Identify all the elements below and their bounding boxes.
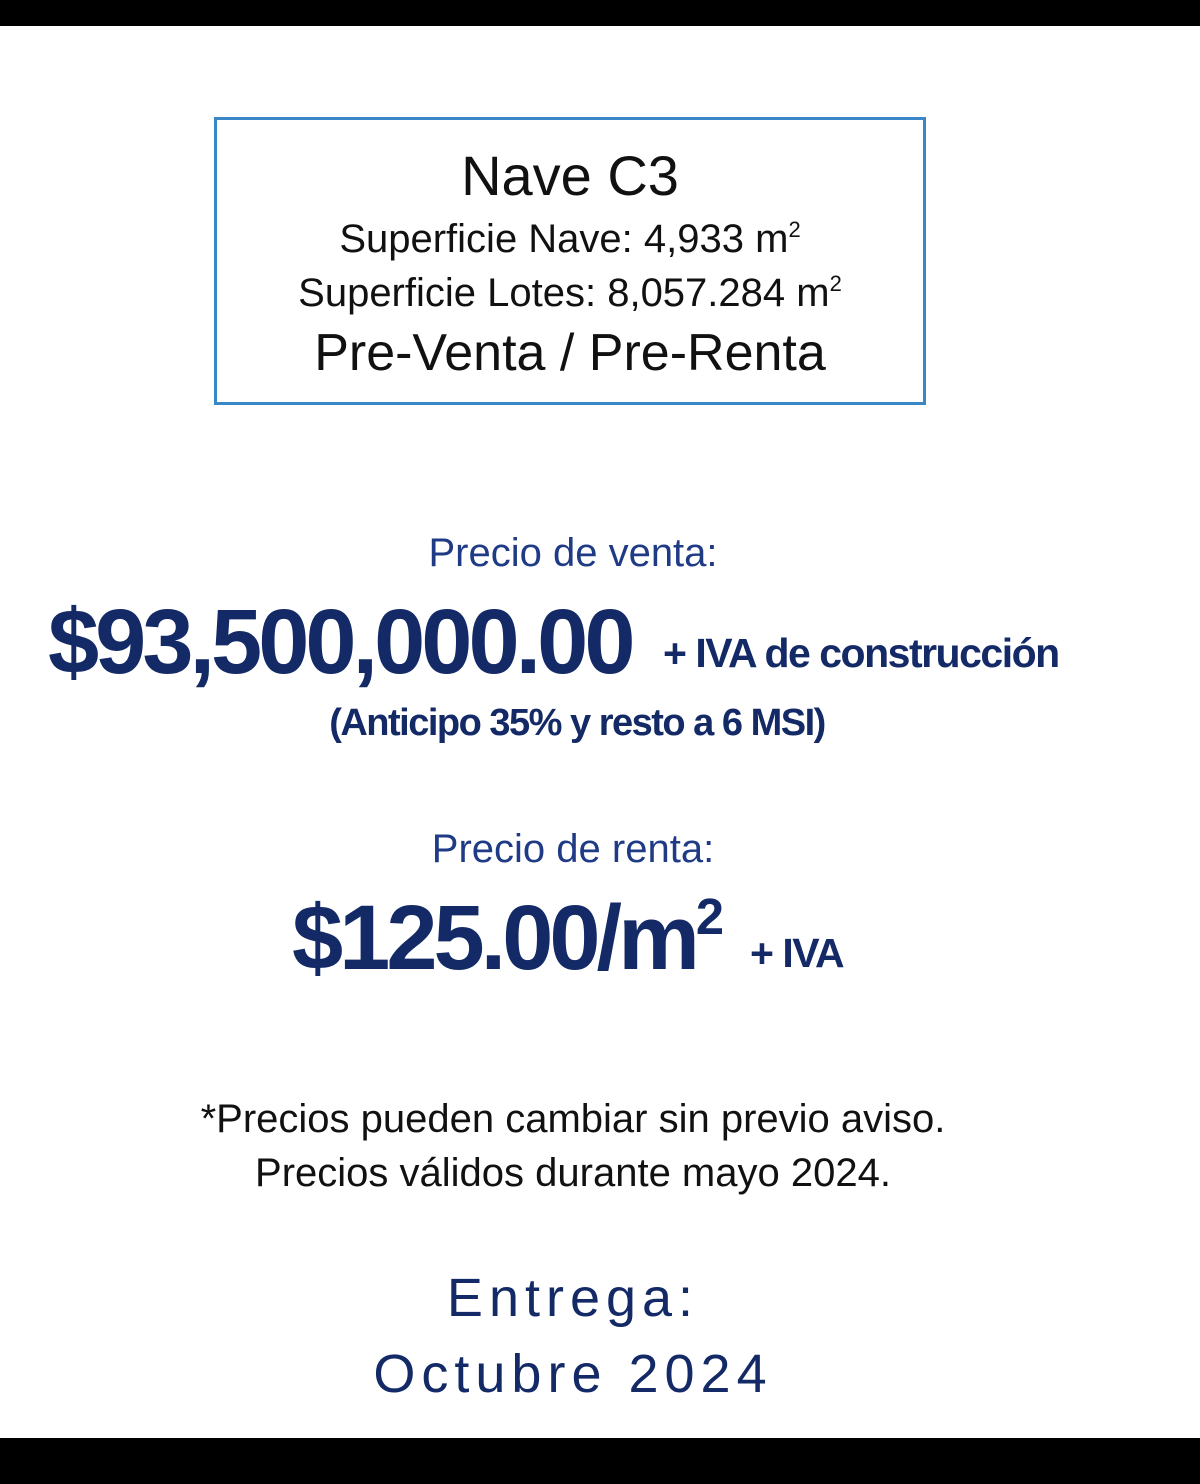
squared-exponent: 2 bbox=[829, 270, 842, 296]
property-info-box bbox=[214, 117, 926, 405]
lots-surface bbox=[217, 270, 923, 322]
price-validity: Precios válidos durante mayo 2024. bbox=[255, 1151, 891, 1195]
bottom-letterbox-bar bbox=[0, 1438, 1200, 1484]
price-disclaimer: *Precios pueden cambiar sin previo aviso. bbox=[200, 1097, 946, 1141]
rent-tax-note: + IVA bbox=[750, 930, 844, 976]
rent-price bbox=[292, 888, 720, 1002]
top-letterbox-bar bbox=[0, 0, 1200, 26]
sale-price-row bbox=[48, 592, 1148, 692]
squared-exponent: 2 bbox=[788, 216, 801, 242]
delivery-label: Entrega: bbox=[446, 1268, 700, 1328]
lots-surface-text: Superficie Lotes: 8,057.284 m bbox=[298, 271, 830, 315]
sale-price: $93,500,000.00 bbox=[48, 591, 632, 693]
rent-price-text: $125.00/m bbox=[292, 887, 696, 989]
sale-status: Pre-Venta / Pre-Renta bbox=[314, 324, 826, 382]
sale-tax-note: + IVA de construcción bbox=[663, 630, 1059, 676]
payment-terms: (Anticipo 35% y resto a 6 MSI) bbox=[329, 702, 825, 744]
sale-price-label: Precio de venta: bbox=[428, 531, 718, 575]
squared-exponent: 2 bbox=[695, 887, 721, 945]
warehouse-surface-text: Superficie Nave: 4,933 m bbox=[339, 217, 789, 261]
warehouse-surface bbox=[217, 216, 923, 268]
delivery-date: Octubre 2024 bbox=[373, 1344, 773, 1404]
property-title: Nave C3 bbox=[461, 144, 679, 207]
rent-price-label: Precio de renta: bbox=[431, 827, 715, 871]
rent-price-row bbox=[292, 888, 892, 988]
